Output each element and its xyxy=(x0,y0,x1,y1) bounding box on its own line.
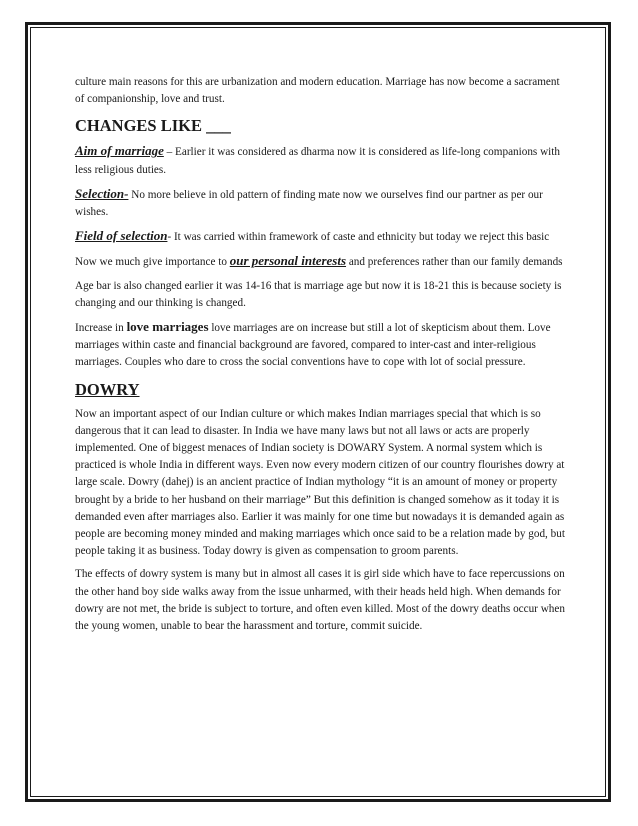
interests-paragraph xyxy=(75,252,571,271)
interests-after: and preferences rather than our family demands xyxy=(346,256,563,269)
document-body xyxy=(75,74,571,641)
love-before: Increase in xyxy=(75,322,127,335)
field-lead: Field of selection xyxy=(75,228,168,244)
dowry-paragraph-2: The effects of dowry system is many but in almost all cases it is girl side which have to face repercussions on the other hand boy side walks away from the issue unharmed, with their heads held high. When demands for dowry are not met, the bride is subject to torture, and often even killed. Most of the dowry deaths occur when the young women, unable to bear the harassment and torture, commit suicide. xyxy=(75,568,565,633)
aim-lead: Aim of marriage xyxy=(75,143,164,159)
interests-emphasis: our personal interests xyxy=(229,253,347,269)
intro-paragraph: culture main reasons for this are urbanization and modern education. Marriage has now become a sacrament of companionship, love and trust. xyxy=(75,76,560,106)
selection-paragraph xyxy=(75,185,571,221)
love-emphasis: love marriages xyxy=(126,319,209,335)
dowry-paragraph-1: Now an important aspect of our Indian culture or which makes Indian marriages special that which is so dangerous that it can lead to disaster. In India we have many laws but not all laws or acts are properly implemented. One of biggest menaces of Indian society is DOWARY System. A normal system which is practiced is whole India in different ways. Even now every modern citizen of our country flourishes dowry at large scale. Dowry (dahej) is an ancient practice of Indian mythology “it is an amount of money or property brought by a bride to her husband on their marriage” But this definition is changed somehow as it today it is demanded even after marriages also. Earlier it was mainly for one time but nowadays it is demanded again as people are becoming money minded and making marriages which once said to be a relation made by god, but people taking it as business. Today dowry is given as compensation to groom parents. xyxy=(75,407,565,558)
love-after: love marriages are on increase but still a lot of skepticism about them. Love marriages within caste and financial background are favored, compared to inter-cast and inter-religious marriages. Couples who dare to cross the social conventions have to cope with lot of social pressure. xyxy=(75,322,551,369)
field-paragraph xyxy=(75,227,571,246)
changes-heading: CHANGES LIKE ___ xyxy=(75,116,231,136)
selection-lead: Selection- xyxy=(75,185,129,201)
love-paragraph xyxy=(75,318,571,372)
selection-text: No more believe in old pattern of finding mate now we ourselves find our partner as per our wishes. xyxy=(75,188,543,219)
aim-paragraph xyxy=(75,142,571,178)
age-paragraph: Age bar is also changed earlier it was 14-16 that is marriage age but now it is 18-21 this is because society is changing and our thinking is changed. xyxy=(75,279,562,309)
dowry-heading: DOWRY xyxy=(75,379,140,399)
interests-before: Now we much give importance to xyxy=(75,256,230,269)
aim-text: – Earlier it was considered as dharma now it is considered as life-long companions with less religious duties. xyxy=(75,146,560,176)
field-text: - It was carried within framework of caste and ethnicity but today we reject this basic xyxy=(167,231,550,244)
